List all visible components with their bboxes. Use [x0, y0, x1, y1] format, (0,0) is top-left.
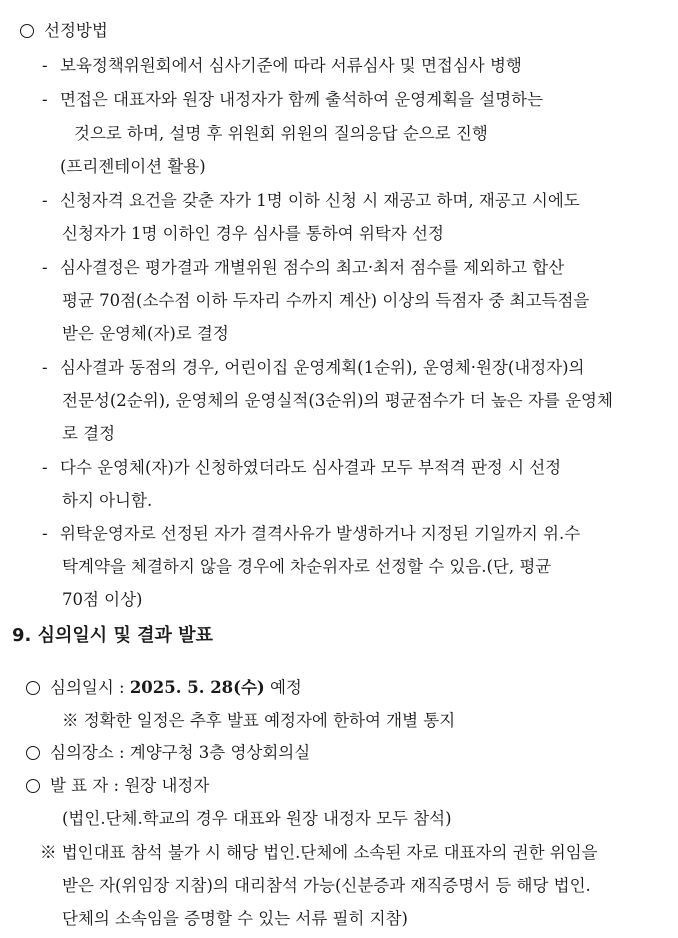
review-date-note: ※ 정확한 일정은 추후 발표 예정자에 한하여 개별 통지 [62, 711, 456, 730]
item-continuation: (프리젠테이션 활용) [60, 157, 206, 176]
review-place-text: 심의장소 : 계양구청 3층 영상회의실 [50, 743, 311, 762]
item-text: 위탁운영자로 선정된 자가 결격사유가 발생하거나 지정된 기일까지 위.수 [60, 524, 581, 543]
dash-bullet: - [42, 458, 48, 477]
review-date-suffix: 예정 [264, 678, 302, 697]
dash-bullet: - [42, 258, 48, 277]
dash-bullet: - [42, 90, 48, 109]
item-text: 심사결과 동점의 경우, 어린이집 운영계획(1순위), 운영체·원장(내정자)의 [60, 358, 585, 377]
section-title-text: 선정방법 [44, 21, 108, 40]
dash-bullet: - [42, 524, 48, 543]
item-continuation: 70점 이상) [62, 590, 143, 609]
circle-bullet-icon [26, 681, 40, 695]
item-continuation: 탁계약을 체결하지 않을 경우에 차순위자로 선정할 수 있음.(단, 평균 [62, 557, 552, 576]
item-text: 심사결정은 평가결과 개별위원 점수의 최고·최저 점수를 제외하고 합산 [60, 258, 565, 277]
proxy-note-line: 단체의 소속임을 증명할 수 있는 서류 필히 지참) [62, 909, 408, 928]
item-continuation: 평균 70점(소수점 이하 두자리 수까지 계산) 이상의 득점자 중 최고득점을 [62, 291, 590, 310]
review-place-line [26, 742, 310, 764]
review-date-value: 2025. 5. 28(수) [129, 678, 265, 697]
presenter-note: (법인.단체.학교의 경우 대표와 원장 내정자 모두 참석) [62, 809, 452, 828]
circle-bullet-icon [26, 779, 40, 793]
presenter-line [26, 775, 209, 797]
list-item [42, 89, 543, 111]
item-continuation: 로 결정 [62, 424, 116, 443]
item-continuation: 신청자가 1명 이하인 경우 심사를 통하여 위탁자 선정 [62, 224, 444, 243]
presenter-text: 발 표 자 : 원장 내정자 [50, 776, 210, 795]
circle-bullet-icon [20, 24, 34, 38]
dash-bullet: - [42, 191, 48, 210]
list-item [42, 457, 561, 479]
list-item [42, 190, 580, 212]
section-9-heading: 9. 심의일시 및 결과 발표 [12, 625, 213, 646]
item-text: 면접은 대표자와 원장 내정자가 함께 출석하여 운영계획을 설명하는 [60, 90, 544, 109]
item-continuation: 것으로 하며, 설명 후 위원회 위원의 질의응답 순으로 진행 [74, 124, 488, 143]
circle-bullet-icon [26, 746, 40, 760]
dash-bullet: - [42, 56, 48, 75]
item-text: 신청자격 요건을 갖춘 자가 1명 이하 신청 시 재공고 하며, 재공고 시에도 [60, 191, 580, 210]
review-date-label: 심의일시 : [50, 678, 130, 697]
item-continuation: 하지 아니함. [62, 491, 153, 510]
section-selection-title [20, 20, 108, 42]
list-item [42, 55, 522, 77]
list-item [42, 357, 585, 379]
list-item [42, 523, 580, 545]
proxy-note-line: 받은 자(위임장 지참)의 대리참석 가능(신분증과 재직증명서 등 해당 법인. [62, 876, 591, 895]
review-date-line [26, 677, 302, 699]
item-continuation: 전문성(2순위), 운영체의 운영실적(3순위)의 평균점수가 더 높은 자를 운영체 [62, 391, 613, 410]
list-item [42, 257, 564, 279]
dash-bullet: - [42, 358, 48, 377]
item-text: 다수 운영체(자)가 신청하였더라도 심사결과 모두 부적격 판정 시 선정 [60, 458, 562, 477]
item-continuation: 받은 운영체(자)로 결정 [62, 324, 229, 343]
item-text: 보육정책위원회에서 심사기준에 따라 서류심사 및 면접심사 병행 [60, 56, 522, 75]
proxy-note-line: ※ 법인대표 참석 불가 시 해당 법인.단체에 소속된 자로 대표자의 권한 위임을 [40, 843, 598, 862]
